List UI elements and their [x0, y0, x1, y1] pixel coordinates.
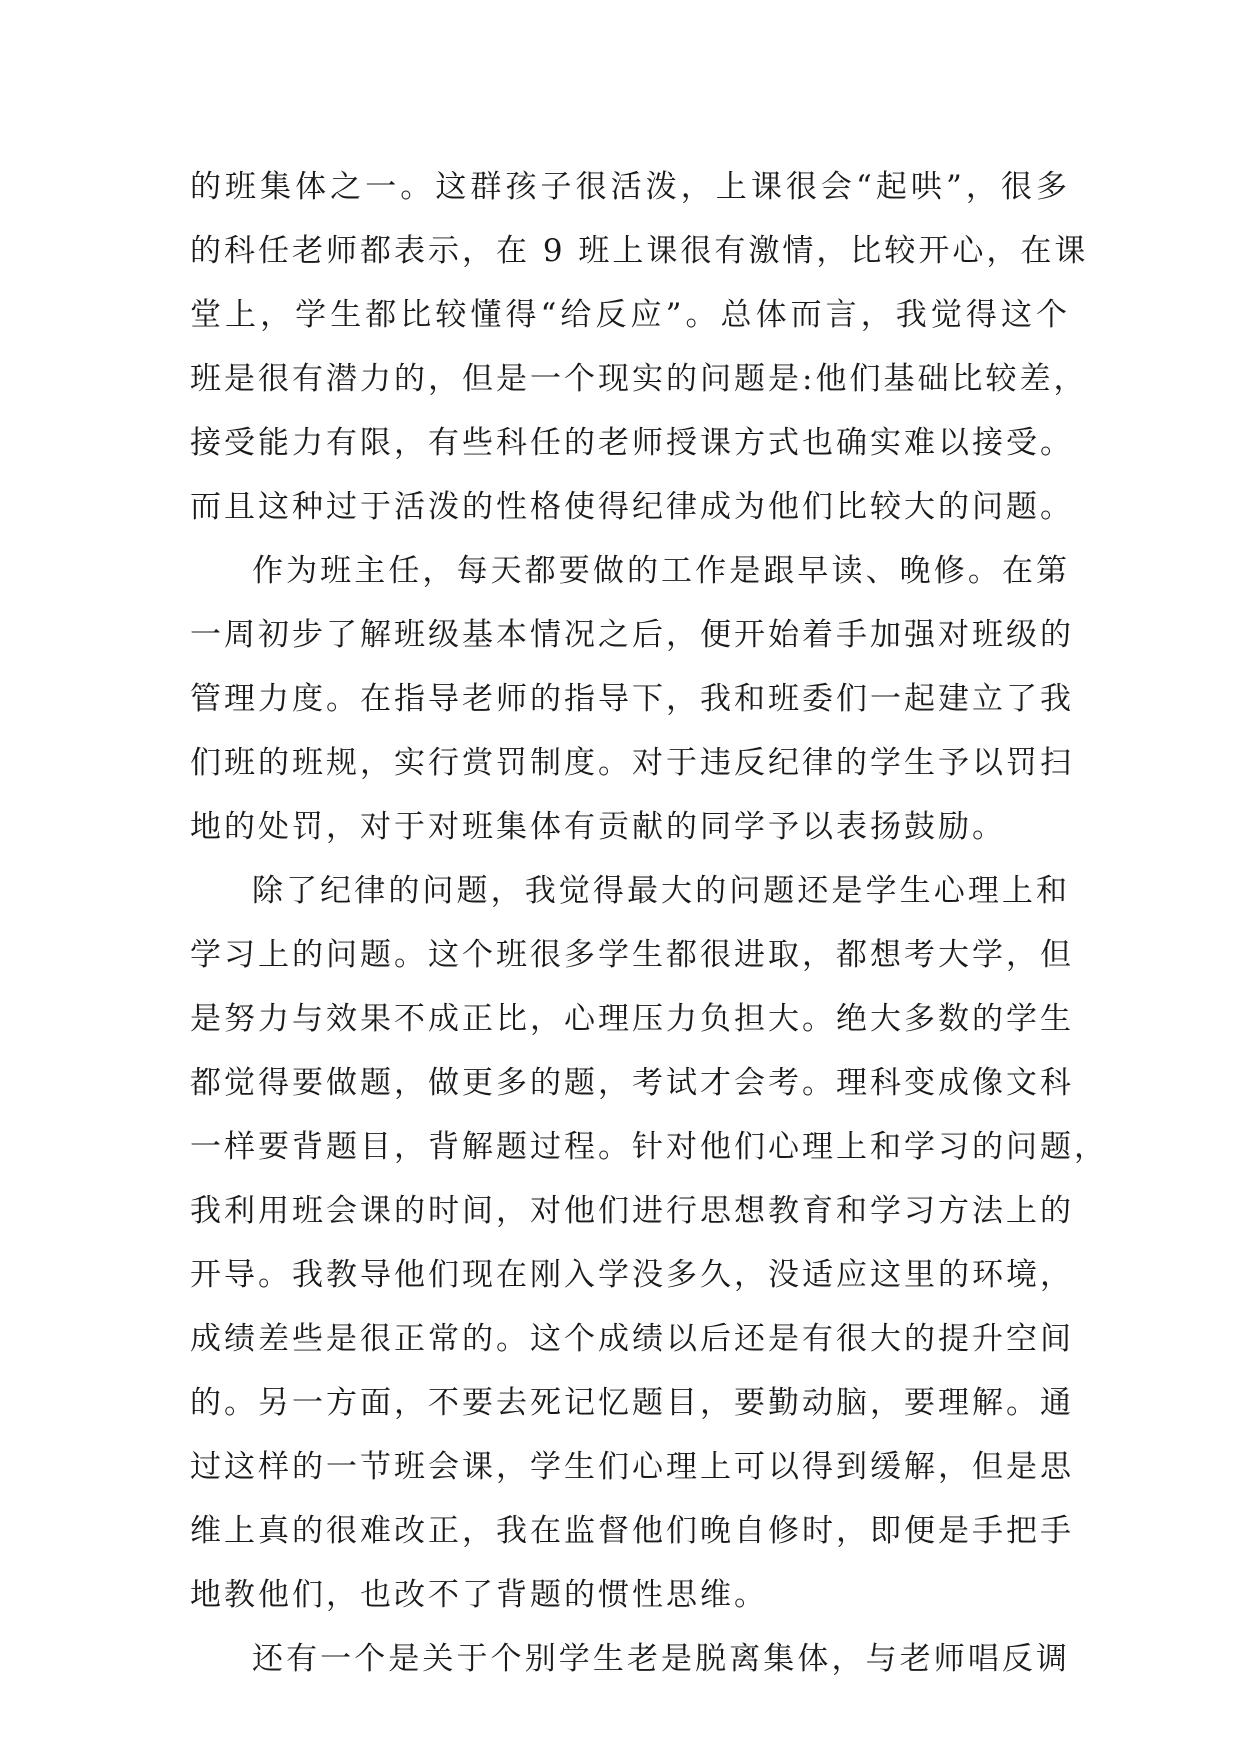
text-line: 是努力与效果不成正比，心理压力负担大。绝大多数的学生: [190, 1001, 1074, 1037]
text-line: 维上真的很难改正，我在监督他们晚自修时，即便是手把手: [190, 1513, 1074, 1549]
text-line: 的。另一方面，不要去死记忆题目，要勤动脑，要理解。通: [190, 1385, 1074, 1421]
text-line: 还有一个是关于个别学生老是脱离集体，与老师唱反调: [252, 1641, 1070, 1677]
text-line: 管理力度。在指导老师的指导下，我和班委们一起建立了我: [190, 681, 1074, 717]
text-line: 开导。我教导他们现在刚入学没多久，没适应这里的环境，: [190, 1257, 1074, 1293]
text-line: 过这样的一节班会课，学生们心理上可以得到缓解，但是思: [190, 1449, 1074, 1485]
document-body: [190, 155, 1108, 1691]
text-line: 地的处罚，对于对班集体有贡献的同学予以表扬鼓励。: [190, 809, 1006, 845]
text-line: 接受能力有限，有些科任的老师授课方式也确实难以接受。: [190, 425, 1074, 461]
text-line: 成绩差些是很正常的。这个成绩以后还是有很大的提升空间: [190, 1321, 1074, 1357]
text-line: 的班集体之一。这群孩子很活泼，上课很会“起哄”，很多: [190, 169, 1070, 205]
text-line: 地教他们，也改不了背题的惯性思维。: [190, 1577, 768, 1613]
text-line: 而且这种过于活泼的性格使得纪律成为他们比较大的问题。: [190, 489, 1074, 525]
text-line: 除了纪律的问题，我觉得最大的问题还是学生心理上和: [252, 873, 1070, 909]
text-line: 的科任老师都表示，在 9 班上课很有激情，比较开心，在课: [190, 233, 1089, 269]
text-line: 一样要背题目，背解题过程。针对他们心理上和学习的问题，: [190, 1129, 1108, 1165]
text-line: 作为班主任，每天都要做的工作是跟早读、晚修。在第: [252, 553, 1070, 589]
text-line: 班是很有潜力的，但是一个现实的问题是:他们基础比较差，: [190, 361, 1088, 397]
text-line: 学习上的问题。这个班很多学生都很进取，都想考大学，但: [190, 937, 1074, 973]
text-line: 们班的班规，实行赏罚制度。对于违反纪律的学生予以罚扫: [190, 745, 1074, 781]
text-line: 一周初步了解班级基本情况之后，便开始着手加强对班级的: [190, 617, 1074, 653]
text-line: 我利用班会课的时间，对他们进行思想教育和学习方法上的: [190, 1193, 1074, 1229]
text-line: 都觉得要做题，做更多的题，考试才会考。理科变成像文科: [190, 1065, 1074, 1101]
text-line: 堂上，学生都比较懂得“给反应”。总体而言，我觉得这个: [190, 297, 1070, 333]
